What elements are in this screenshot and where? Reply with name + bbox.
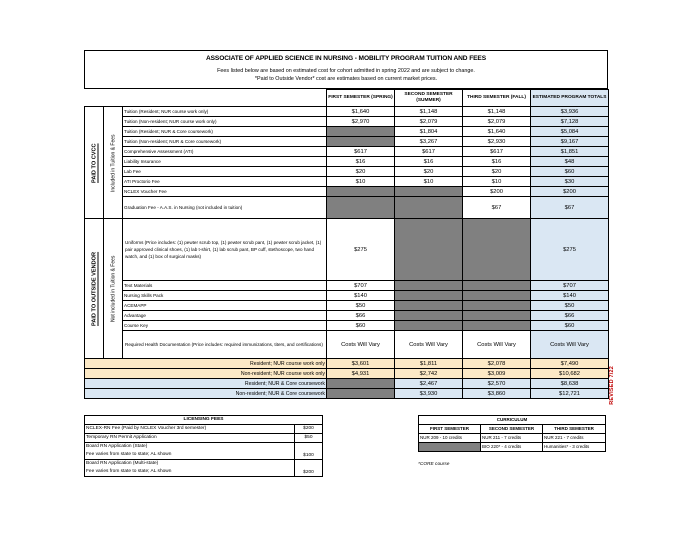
cell-second: $10 bbox=[395, 177, 463, 187]
cell-third: $1,148 bbox=[463, 107, 531, 117]
curriculum-header: FIRST SEMESTER bbox=[419, 425, 481, 434]
cell-second: $2,467 bbox=[395, 379, 463, 389]
cell-third: $2,078 bbox=[463, 359, 531, 369]
col-program-totals: ESTIMATED PROGRAM TOTALS bbox=[531, 90, 609, 107]
curriculum-header: SECOND SEMESTER bbox=[481, 425, 543, 434]
fee-table bbox=[84, 89, 609, 399]
row-label: Tuition (Resident; NUR & Core coursework) bbox=[123, 127, 327, 137]
cell-second: $617 bbox=[395, 147, 463, 157]
group-label-cvcc: PAID TO CVCC bbox=[85, 107, 104, 219]
cell-first: $140 bbox=[327, 291, 395, 301]
cell-third: $2,570 bbox=[463, 379, 531, 389]
cell-first: $4,931 bbox=[327, 369, 395, 379]
cell-second-empty bbox=[395, 197, 463, 219]
cell-total: $7,128 bbox=[531, 117, 609, 127]
summary-label: Non-resident; NUR & Core coursework bbox=[85, 389, 327, 399]
licensing-fees-table bbox=[84, 415, 323, 477]
col-third-semester: THIRD SEMESTER (FALL) bbox=[463, 90, 531, 107]
licensing-label: Temporary RN Permit Application bbox=[85, 434, 295, 443]
cell-first: $20 bbox=[327, 167, 395, 177]
cell-total: $12,721 bbox=[531, 389, 609, 399]
curriculum-footnote: *CORE course bbox=[418, 462, 450, 467]
cell-third: $67 bbox=[463, 197, 531, 219]
col-first-semester: FIRST SEMESTER (SPRING) bbox=[327, 90, 395, 107]
cell-total: $67 bbox=[531, 197, 609, 219]
cell-third: $617 bbox=[463, 147, 531, 157]
cell-total: $1,851 bbox=[531, 147, 609, 157]
cell-first: $3,601 bbox=[327, 359, 395, 369]
cell-first-empty bbox=[327, 197, 395, 219]
cell-total: $50 bbox=[531, 301, 609, 311]
cell-second: $2,742 bbox=[395, 369, 463, 379]
cell-total: $140 bbox=[531, 291, 609, 301]
cell-third: $3,860 bbox=[463, 389, 531, 399]
cell-second: $16 bbox=[395, 157, 463, 167]
cell-total: $3,936 bbox=[531, 107, 609, 117]
row-label: Uniforms (Price includes: (1) pewter scrub top, (1) pewter scrub pant, (1) pewter scrub jacket, (1) pair approved clinical shoes, (1) lab t-shirt, (1) lab scrub pant, BP cuff, stethoscope, two hand watch, and (1) box of surgical masks) bbox=[123, 219, 327, 281]
curriculum-title: CURRICULUM bbox=[419, 416, 606, 425]
summary-label: Resident; NUR course work only bbox=[85, 359, 327, 369]
licensing-value: $50 bbox=[295, 434, 323, 443]
cell-total: $10,682 bbox=[531, 369, 609, 379]
summary-row bbox=[85, 389, 609, 399]
cell-third: $1,640 bbox=[463, 127, 531, 137]
cell-third: $16 bbox=[463, 157, 531, 167]
cell-total: $275 bbox=[531, 219, 609, 281]
curriculum-header: THIRD SEMESTER bbox=[543, 425, 606, 434]
fee-sheet bbox=[84, 50, 608, 399]
curriculum-cell: NUR 221 - 7 credits bbox=[543, 434, 606, 443]
cell-total: $66 bbox=[531, 311, 609, 321]
row-label: ATI Proctorio Fee bbox=[123, 177, 327, 187]
col-second-semester: SECOND SEMESTER (SUMMER) bbox=[395, 90, 463, 107]
cell-third: $2,079 bbox=[463, 117, 531, 127]
row-label: Tuition (Resident; NUR course work only) bbox=[123, 107, 327, 117]
licensing-label: Fee varies from state to state; AL shown bbox=[85, 451, 295, 460]
summary-row bbox=[85, 369, 609, 379]
cell-total: $5,084 bbox=[531, 127, 609, 137]
row-label: Course Key bbox=[123, 321, 327, 331]
licensing-label: NCLEX-RN Fee (Paid by NCLEX Voucher 3rd semester) bbox=[85, 425, 295, 434]
summary-row bbox=[85, 379, 609, 389]
cell-total: $48 bbox=[531, 157, 609, 167]
cell-third: $2,930 bbox=[463, 137, 531, 147]
curriculum-cell-empty bbox=[419, 443, 481, 452]
cell-first-empty bbox=[327, 379, 395, 389]
row-label: Advantage bbox=[123, 311, 327, 321]
cell-total: $7,490 bbox=[531, 359, 609, 369]
sheet-title: ASSOCIATE OF APPLIED SCIENCE IN NURSING - MOBILITY PROGRAM TUITION AND FEES bbox=[205, 55, 487, 62]
cell-total: $707 bbox=[531, 281, 609, 291]
cell-total: $60 bbox=[531, 321, 609, 331]
cell-first: $1,640 bbox=[327, 107, 395, 117]
licensing-label: Fee varies from state to state; AL shown bbox=[85, 468, 295, 477]
cell-total: $8,638 bbox=[531, 379, 609, 389]
cell-first: $50 bbox=[327, 301, 395, 311]
curriculum-table bbox=[418, 415, 606, 452]
cell-second: $1,804 bbox=[395, 127, 463, 137]
summary-label: Non-resident; NUR course work only bbox=[85, 369, 327, 379]
row-label: Graduation Fee - A.A.S. in Nursing (not included in tuition) bbox=[123, 197, 327, 219]
cell-first: $707 bbox=[327, 281, 395, 291]
cell-second-empty bbox=[395, 187, 463, 197]
cell-first: $2,970 bbox=[327, 117, 395, 127]
cell-second: $1,811 bbox=[395, 359, 463, 369]
row-label: Tuition (Non-resident; NUR & Core coursework) bbox=[123, 137, 327, 147]
cell-first: $617 bbox=[327, 147, 395, 157]
row-label: Required Health Documentation (Price includes: required immunizations, titers, and certifications) bbox=[123, 331, 327, 359]
cell-first: Costs Will Vary bbox=[327, 331, 395, 359]
cell-total: $200 bbox=[531, 187, 609, 197]
group-label-vendor: PAID TO OUTSIDE VENDOR bbox=[85, 219, 104, 359]
curriculum-cell: NUR 211 - 7 credits bbox=[481, 434, 543, 443]
cell-third: $200 bbox=[463, 187, 531, 197]
row-label: Nursing Skills Pack bbox=[123, 291, 327, 301]
licensing-value: $200 bbox=[295, 460, 323, 477]
cell-total: $9,167 bbox=[531, 137, 609, 147]
licensing-label: Board RN Application (State) bbox=[85, 443, 295, 452]
sheet-note-1: Fees listed below are based on estimated cost for cohort admitted in spring 2022 and are subject to change. bbox=[217, 68, 475, 74]
cell-third: $20 bbox=[463, 167, 531, 177]
licensing-title: LICENSING FEES bbox=[85, 416, 323, 425]
group-sublabel-cvcc: Included in Tuition & Fees bbox=[104, 107, 123, 219]
revised-stamp: REVISED 7/22 bbox=[609, 366, 615, 405]
cell-third: $3,009 bbox=[463, 369, 531, 379]
row-label: Lab Fee bbox=[123, 167, 327, 177]
curriculum-cell: NUR 209 - 10 credits bbox=[419, 434, 481, 443]
cell-second: $2,079 bbox=[395, 117, 463, 127]
row-label: Comprehensive Assessment (ATI) bbox=[123, 147, 327, 157]
row-label: ACEMAPP bbox=[123, 301, 327, 311]
cell-total: $60 bbox=[531, 167, 609, 177]
sheet-header bbox=[84, 50, 608, 89]
licensing-value: $100 bbox=[295, 443, 323, 460]
cell-first-empty bbox=[327, 389, 395, 399]
row-label: Liability Insurance bbox=[123, 157, 327, 167]
cell-first: $275 bbox=[327, 219, 395, 281]
group-sublabel-vendor: Not included in Tuition & Fees bbox=[104, 219, 123, 359]
row-label: Tuition (Non-resident; NUR course work only) bbox=[123, 117, 327, 127]
sheet-note-2: *Paid to Outside Vendor* cost are estimates based on current market prices. bbox=[254, 76, 438, 82]
row-label: NCLEX Voucher Fee bbox=[123, 187, 327, 197]
cell-first: $16 bbox=[327, 157, 395, 167]
cell-first-empty bbox=[327, 137, 395, 147]
summary-label: Resident; NUR & Core coursework bbox=[85, 379, 327, 389]
cell-first-empty bbox=[327, 127, 395, 137]
summary-row bbox=[85, 359, 609, 369]
licensing-label: Board RN Application (Multi-state) bbox=[85, 460, 295, 469]
curriculum-cell: BIO 220* - 4 credits bbox=[481, 443, 543, 452]
cell-second: $3,267 bbox=[395, 137, 463, 147]
cell-third: $10 bbox=[463, 177, 531, 187]
cell-total: $30 bbox=[531, 177, 609, 187]
cell-first: $66 bbox=[327, 311, 395, 321]
cell-first: $10 bbox=[327, 177, 395, 187]
cell-third: Costs Will Vary bbox=[463, 331, 531, 359]
cell-first: $60 bbox=[327, 321, 395, 331]
cell-second: $20 bbox=[395, 167, 463, 177]
cell-second: $3,930 bbox=[395, 389, 463, 399]
curriculum-cell: Humanities* - 3 credits bbox=[543, 443, 606, 452]
cell-total: Costs Will Vary bbox=[531, 331, 609, 359]
cell-second: $1,148 bbox=[395, 107, 463, 117]
licensing-value: $200 bbox=[295, 425, 323, 434]
row-label: Text Materials bbox=[123, 281, 327, 291]
cell-second: Costs Will Vary bbox=[395, 331, 463, 359]
cell-first-empty bbox=[327, 187, 395, 197]
